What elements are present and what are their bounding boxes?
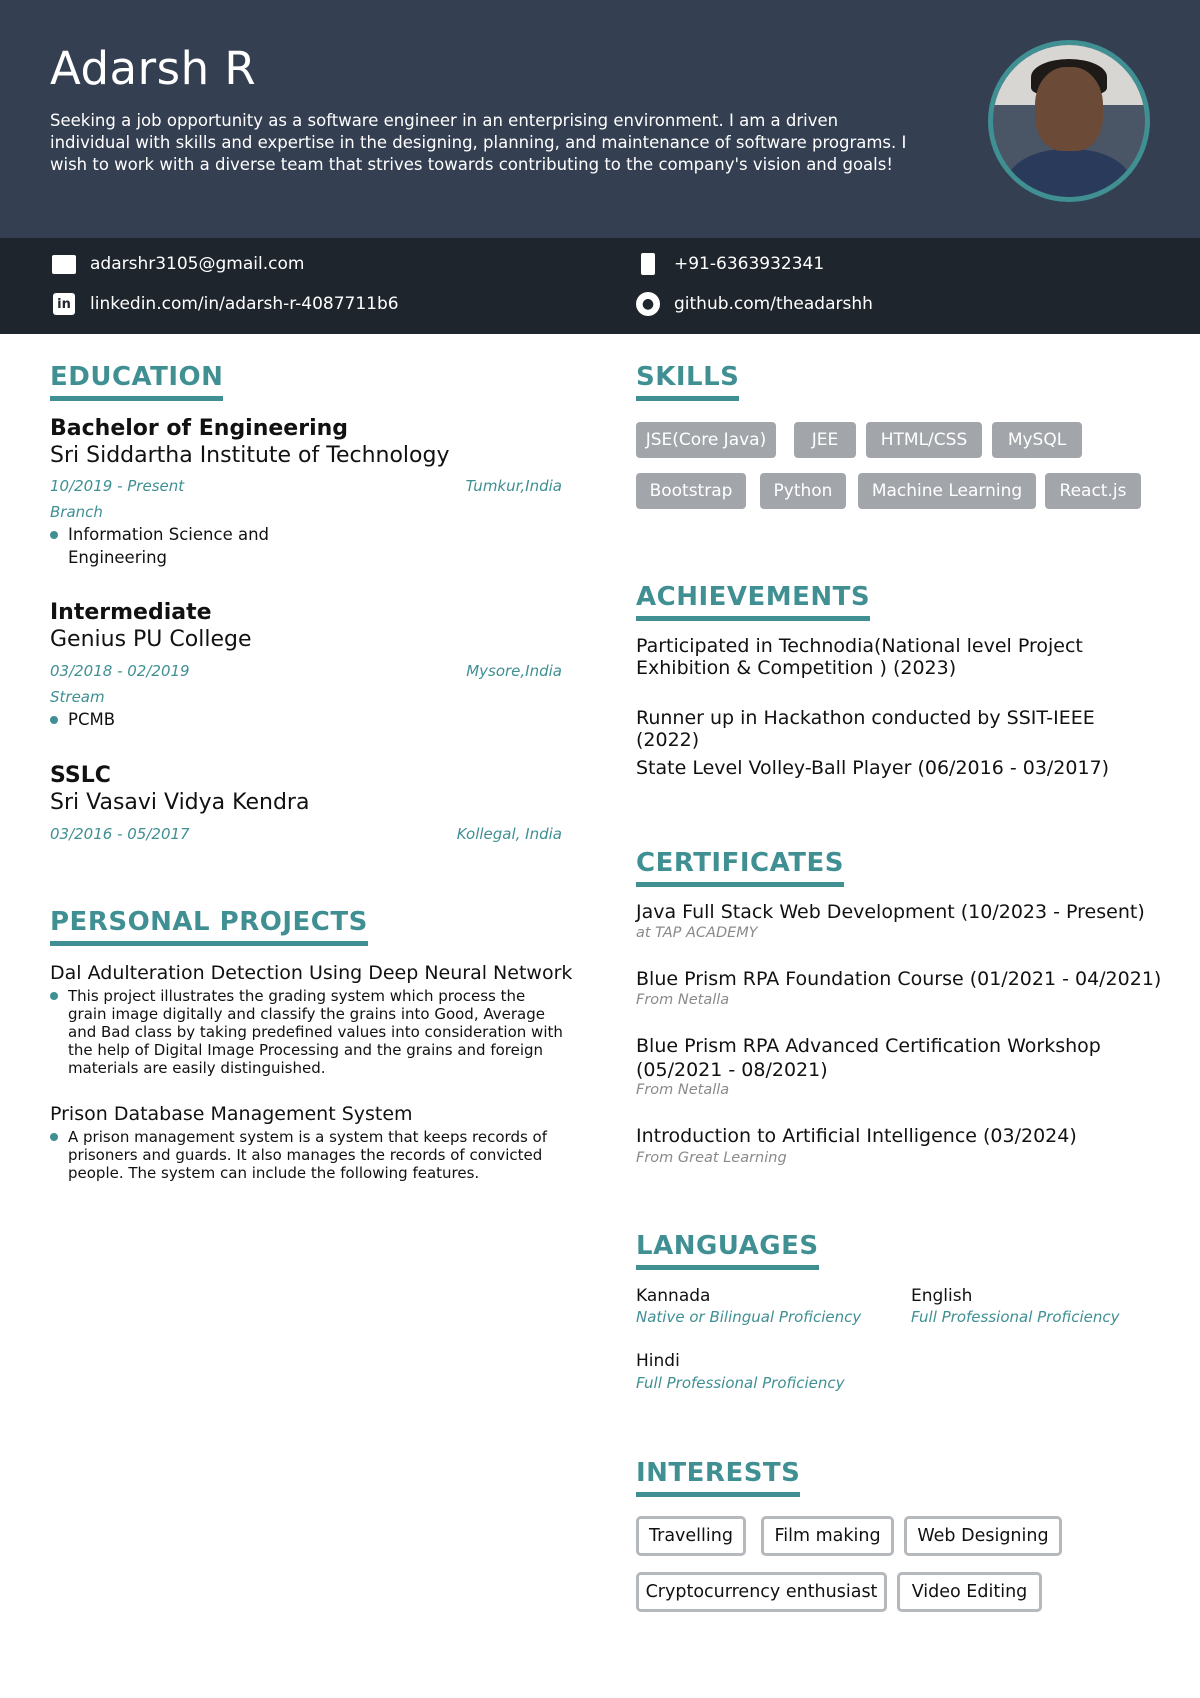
github-icon: ● xyxy=(636,293,660,315)
certificate-title: Blue Prism RPA Advanced Certification Workshop (05/2021 - 08/2021) xyxy=(636,1035,1101,1081)
languages-heading: LANGUAGES xyxy=(636,1231,819,1270)
edu-degree: Bachelor of Engineering xyxy=(50,416,349,441)
phone-icon xyxy=(636,253,660,275)
edu-school: Genius PU College xyxy=(50,627,252,652)
bullet-dot xyxy=(50,1133,58,1141)
skill-tag: Machine Learning xyxy=(858,473,1036,509)
project-description: This project illustrates the grading system which process the grain image digitally and classify the grains into Good, Average and Bad class by taking predefined values into consideration with the help of Digital Image Processing and the grains and foreign materials are easily distinguished. xyxy=(68,987,563,1077)
phone-text[interactable]: +91-6363932341 xyxy=(674,254,825,274)
skill-tag: Python xyxy=(760,473,846,509)
skill-tag: MySQL xyxy=(992,422,1082,458)
email-text[interactable]: adarshr3105@gmail.com xyxy=(90,254,305,274)
bullet-dot xyxy=(50,531,58,539)
contact-bar xyxy=(0,238,1200,334)
edu-date: 10/2019 - Present xyxy=(50,477,185,495)
interests-heading: INTERESTS xyxy=(636,1458,800,1497)
skill-tag: HTML/CSS xyxy=(866,422,982,458)
edu-location: Kollegal, India xyxy=(456,825,562,843)
edu-sub-label: Branch xyxy=(50,503,103,521)
interest-tag: Video Editing xyxy=(897,1572,1042,1612)
certificates-heading: CERTIFICATES xyxy=(636,848,844,887)
edu-date: 03/2016 - 05/2017 xyxy=(50,825,190,843)
certificate-title: Blue Prism RPA Foundation Course (01/2021 - 04/2021) xyxy=(636,968,1162,990)
skill-tag: Bootstrap xyxy=(636,473,746,509)
project-title: Prison Database Management System xyxy=(50,1103,413,1125)
linkedin-text[interactable]: linkedin.com/in/adarsh-r-4087711b6 xyxy=(90,294,399,314)
candidate-name: Adarsh R xyxy=(50,42,257,95)
resume-header xyxy=(0,0,1200,238)
email-contact[interactable] xyxy=(52,253,304,275)
linkedin-contact[interactable] xyxy=(52,293,399,315)
projects-heading: PERSONAL PROJECTS xyxy=(50,907,368,946)
interest-tag: Travelling xyxy=(636,1516,746,1556)
certificate-issuer: From Netalla xyxy=(636,992,730,1008)
profile-photo xyxy=(988,40,1150,202)
edu-degree: SSLC xyxy=(50,763,111,788)
edu-degree: Intermediate xyxy=(50,600,212,625)
edu-date: 03/2018 - 02/2019 xyxy=(50,662,190,680)
project-description: A prison management system is a system that keeps records of prisoners and guards. It also manages the records of convicted people. The system can include the following features. xyxy=(68,1128,548,1182)
skills-heading: SKILLS xyxy=(636,362,739,401)
achievement-item: Runner up in Hackathon conducted by SSIT-IEEE (2022) xyxy=(636,707,1095,751)
profile-summary: Seeking a job opportunity as a software engineer in an enterprising environment. I am a driven individual with skills and expertise in the designing, planning, and maintenance of software programs. I wish to work with a diverse team that strives towards contributing to the company's vision and goals! xyxy=(50,111,907,174)
language-level: Full Professional Proficiency xyxy=(911,1308,1120,1326)
photo-face xyxy=(1035,67,1103,151)
interest-tag: Film making xyxy=(761,1516,894,1556)
achievement-item: State Level Volley-Ball Player (06/2016 - 03/2017) xyxy=(636,757,1110,779)
interest-tag: Cryptocurrency enthusiast xyxy=(636,1572,887,1612)
certificate-issuer: at TAP ACADEMY xyxy=(636,925,758,941)
github-contact[interactable] xyxy=(636,293,873,315)
email-icon xyxy=(52,253,76,275)
project-title: Dal Adulteration Detection Using Deep Neural Network xyxy=(50,962,573,984)
skill-tag: JEE xyxy=(794,422,856,458)
language-name: Hindi xyxy=(636,1351,680,1371)
skill-tag: JSE(Core Java) xyxy=(636,422,776,458)
edu-school: Sri Siddartha Institute of Technology xyxy=(50,443,450,468)
edu-bullet: Information Science and Engineering xyxy=(68,525,270,567)
language-level: Full Professional Proficiency xyxy=(636,1374,845,1392)
achievement-item: Participated in Technodia(National level Project Exhibition & Competition ) (2023) xyxy=(636,635,1083,679)
edu-school: Sri Vasavi Vidya Kendra xyxy=(50,790,310,815)
language-name: Kannada xyxy=(636,1286,711,1306)
certificate-title: Java Full Stack Web Development (10/2023 - Present) xyxy=(636,901,1145,923)
certificate-title: Introduction to Artificial Intelligence (03/2024) xyxy=(636,1125,1077,1147)
edu-location: Tumkur,India xyxy=(465,477,562,495)
achievements-heading: ACHIEVEMENTS xyxy=(636,582,870,621)
edu-bullet: PCMB xyxy=(68,710,116,729)
certificate-issuer: From Netalla xyxy=(636,1082,730,1098)
github-text[interactable]: github.com/theadarshh xyxy=(674,294,873,314)
language-name: English xyxy=(911,1286,973,1306)
phone-contact[interactable] xyxy=(636,253,824,275)
linkedin-icon: in xyxy=(52,293,76,315)
language-level: Native or Bilingual Proficiency xyxy=(636,1308,862,1326)
interest-tag: Web Designing xyxy=(904,1516,1062,1556)
certificate-issuer: From Great Learning xyxy=(636,1150,787,1166)
edu-location: Mysore,India xyxy=(466,662,562,680)
bullet-dot xyxy=(50,992,58,1000)
skill-tag: React.js xyxy=(1045,473,1141,509)
photo-shirt xyxy=(1007,149,1131,202)
bullet-dot xyxy=(50,716,58,724)
education-heading: EDUCATION xyxy=(50,362,223,401)
edu-sub-label: Stream xyxy=(50,688,105,706)
